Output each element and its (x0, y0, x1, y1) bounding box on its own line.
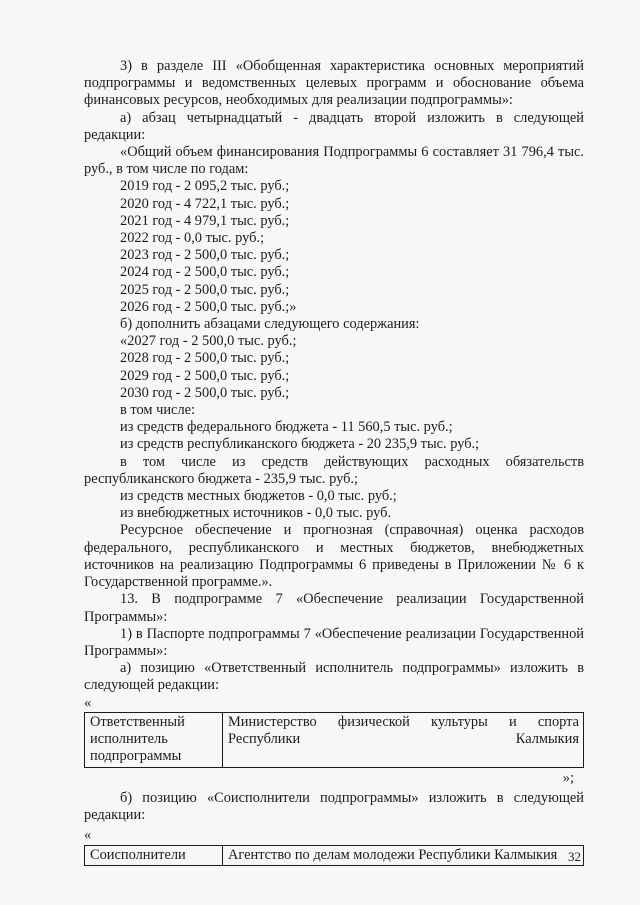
paragraph: б) дополнить абзацами следующего содержания: (120, 316, 420, 333)
paragraph: Ресурсное обеспечение и прогнозная (справочная) оценка расходов федерального, республиканского и местных бюджетов, внебюджетных источников на реализацию Подпрограммы 6 приведены в Приложении № 6 к Государственной программе.». (84, 522, 584, 591)
page-number: 32 (568, 849, 581, 864)
open-quote: « (84, 694, 92, 711)
close-quote: »; (562, 769, 574, 786)
year-line: 2024 год - 2 500,0 тыс. руб.; (120, 264, 290, 281)
year-line: 2025 год - 2 500,0 тыс. руб.; (120, 281, 290, 298)
co-executors-table (84, 845, 584, 866)
paragraph: а) абзац четырнадцатый - двадцать второй изложить в следующей редакции: (84, 109, 584, 143)
table-row (85, 712, 584, 767)
year-line: 2023 год - 2 500,0 тыс. руб.; (120, 247, 290, 264)
table-cell-label: Ответственный исполнитель подпрограммы (85, 712, 223, 767)
year-line: 2029 год - 2 500,0 тыс. руб.; (120, 367, 290, 384)
table-cell-value: Агентство по делам молодежи Республики Калмыкия (223, 845, 584, 865)
paragraph: 1) в Паспорте подпрограммы 7 «Обеспечение реализации Государственной Программы»: (84, 625, 584, 659)
table-row (85, 845, 584, 865)
year-line: «2027 год - 2 500,0 тыс. руб.; (120, 333, 297, 350)
paragraph: 3) в разделе III «Обобщенная характеристика основных мероприятий подпрограммы и ведомственных целевых программ и обоснование объема финансовых ресурсов, необходимых для реализации подпрограммы»: (84, 58, 584, 109)
year-line: 2022 год - 0,0 тыс. руб.; (120, 230, 265, 247)
year-line: 2030 год - 2 500,0 тыс. руб.; (120, 384, 290, 401)
paragraph: б) позицию «Соисполнители подпрограммы» изложить в следующей редакции: (84, 789, 584, 824)
table-cell-label: Соисполнители (85, 845, 223, 865)
year-line: 2028 год - 2 500,0 тыс. руб.; (120, 350, 290, 367)
funding-line: из внебюджетных источников - 0,0 тыс. руб. (120, 505, 392, 522)
paragraph: в том числе из средств действующих расходных обязательств республиканского бюджета - 235,9 тыс. руб.; (84, 453, 584, 487)
open-quote: « (84, 827, 92, 844)
table-cell-value: Министерство физической культуры и спорта Республики Калмыкия (223, 712, 584, 767)
paragraph: а) позицию «Ответственный исполнитель подпрограммы» изложить в следующей редакции: (84, 660, 584, 694)
funding-line: из средств республиканского бюджета - 20 235,9 тыс. руб.; (120, 436, 480, 453)
funding-line: из средств местных бюджетов - 0,0 тыс. руб.; (120, 488, 397, 505)
paragraph: 13. В подпрограмме 7 «Обеспечение реализации Государственной Программы»: (84, 591, 584, 625)
document-body (84, 58, 584, 866)
paragraph: в том числе: (120, 402, 196, 419)
year-line: 2019 год - 2 095,2 тыс. руб.; (120, 178, 290, 195)
year-line: 2020 год - 4 722,1 тыс. руб.; (120, 195, 290, 212)
funding-line: из средств федерального бюджета - 11 560,5 тыс. руб.; (120, 419, 453, 436)
responsible-executor-table (84, 712, 584, 768)
year-line: 2021 год - 4 979,1 тыс. руб.; (120, 212, 290, 229)
year-line: 2026 год - 2 500,0 тыс. руб.;» (120, 298, 297, 315)
paragraph: «Общий объем финансирования Подпрограммы 6 составляет 31 796,4 тыс. руб., в том числе по годам: (84, 144, 584, 178)
